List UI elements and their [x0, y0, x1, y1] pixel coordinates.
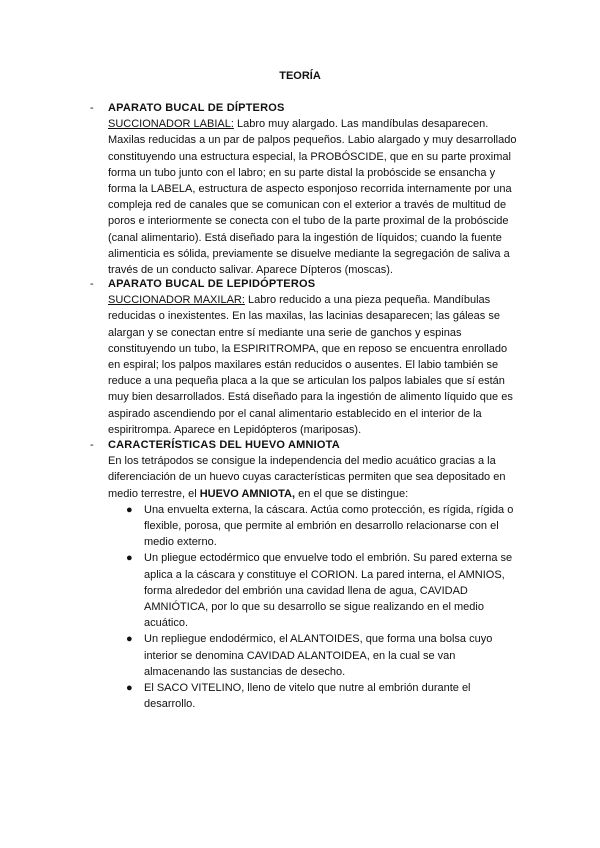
section-body [108, 292, 520, 438]
section-label: SUCCIONADOR MAXILAR: [108, 294, 245, 307]
intro-bold-term: HUEVO AMNIOTA, [199, 487, 296, 500]
section-dash: - [90, 439, 94, 451]
section-label: SUCCIONADOR LABIAL: [108, 118, 234, 131]
list-item-text: Una envuelta externa, la cáscara. Actúa como protección, es rígida, rígida o flexible, porosa, que permite al embrión en desarrollo relacionarse con el medio externo. [144, 503, 514, 549]
section-dash: - [90, 102, 94, 114]
section-heading: APARATO BUCAL DE DÍPTEROS [108, 102, 285, 114]
section-body [108, 116, 520, 278]
section-dipteros [90, 100, 520, 278]
bullet-list [90, 502, 520, 713]
section-text: Labro reducido a una pieza pequeña. Mandíbulas reducidas o inexistentes. En las maxilas, las lacinias desaparecen; las gáleas se alargan y se conectan entre sí mediante una serie de ganchos y espinas constituyendo un tubo, la ESPIRITROMPA, que en reposo se encuentra enrollado en espiral; los palpos maxilares están reducidos o ausentes. El labio también se reduce a una pequeña placa a la que se articulan los palpos labiales que sí están muy bien desarrollados. Está diseñado para la ingestión de alimento líquido que es aspirado ascendiendo por el canal alimentario establecido en el interior de la espiritrompa. Aparece en Lepidópteros (mariposas). [108, 294, 513, 436]
bullet-icon: ● [126, 633, 133, 646]
section-huevo-amniota [90, 437, 520, 712]
bullet-icon: ● [126, 552, 133, 565]
list-item [108, 680, 520, 712]
section-intro [108, 453, 520, 502]
list-item-text: Un repliegue endodérmico, el ALANTOIDES, que forma una bolsa cuyo interior se denomina CAVIDAD ALANTOIDEA, en la cual se van almacenando las sustancias de desecho. [144, 633, 493, 678]
list-item [108, 502, 520, 551]
section-heading: CARACTERÍSTICAS DEL HUEVO AMNIOTA [108, 439, 340, 451]
bullet-icon: ● [126, 682, 133, 695]
section-text: Labro muy alargado. Las mandíbulas desaparecen. Maxilas reducidas a un par de palpos pequeños. Labio alargado y muy desarrollado constituyendo una estructura especial, la PROBÓSCIDE, que en su parte proximal forma un tubo junto con el labro; en su parte distal la probóscide se ensancha y forma la LABELA, estructura de aspecto esponjoso recorrida internamente por una compleja red de canales que se comunican con el exterior a través de multitud de poros e interiormente se conecta con el tubo de la parte proximal de la probóscide (canal alimentario). Está diseñado para la ingestión de líquidos; cuando la fuente alimenticia es sólida, previamente se disuelve mediante la segregación de saliva a través de un conducto salivar. Aparece Dípteros (moscas). [108, 118, 517, 277]
intro-text-end: en el que se distingue: [295, 487, 409, 500]
list-item-text: Un pliegue ectodérmico que envuelve todo el embrión. Su pared externa se aplica a la cáscara y constituye el CORION. La pared interna, el AMNIOS, forma alrededor del embrión una cavidad llena de agua, CAVIDAD AMNIÓTICA, por lo que su desarrollo se sigue realizando en el medio acuático. [144, 552, 513, 630]
section-heading: APARATO BUCAL DE LEPIDÓPTEROS [108, 278, 316, 290]
list-item [108, 550, 520, 631]
list-item-text: El SACO VITELINO, lleno de vitelo que nutre al embrión durante el desarrollo. [144, 682, 471, 711]
section-dash: - [90, 278, 94, 290]
section-lepidopteros [90, 276, 520, 438]
intro-text: En los tetrápodos se consigue la independencia del medio acuático gracias a la diferenciación de un huevo cuyas características permiten que sea depositado en medio terrestre, el [108, 455, 506, 500]
bullet-icon: ● [126, 503, 133, 516]
list-item [108, 631, 520, 680]
page-title: TEORÍA [279, 70, 321, 82]
